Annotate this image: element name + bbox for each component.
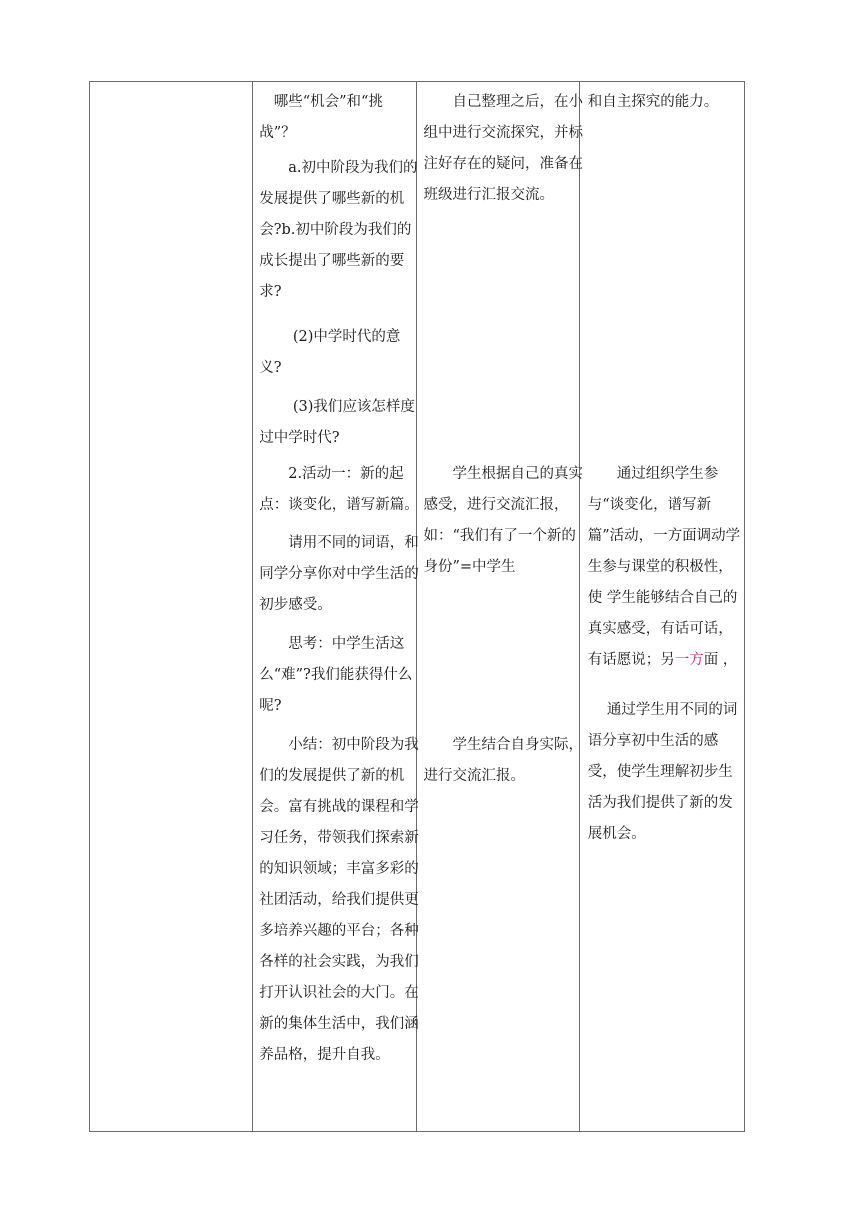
question-opportunities-challenges: 哪些“机会”和“挑战”？	[259, 94, 383, 141]
highlighted-word: 一方	[674, 652, 704, 668]
activity-one-prompt: 请用不同的词语，和同学分享你对中学生活的初步感受。	[259, 535, 419, 613]
empty-cell	[90, 82, 253, 1132]
learning-purpose-text: 通过学生用不同的词语分享初中生活的感受，使学生理解初步生活为我们提供了新的发展机会。	[587, 702, 738, 842]
teacher-activity-cell	[253, 82, 417, 1132]
think-prompt: 思考：中学生活这么“难”?我们能获得什么呢?	[259, 636, 413, 714]
student-exchange-text: 学生结合自身实际，进行交流汇报。	[423, 737, 583, 784]
activity-purpose-main: 通过组织学生参与“谈变化，谱写新篇”活动，一方面调动学生参与课堂的积极性，使 学生能够结合自己的真实感受，有话可话，有话愿说；另	[587, 466, 741, 668]
design-intent-cell	[579, 82, 744, 1132]
student-activity-cell	[417, 82, 583, 1132]
lesson-plan-table	[89, 81, 745, 1132]
table-row	[90, 82, 745, 1132]
activity-one-title: 2.活动一：新的起点：谈变化，谱写新篇。	[259, 466, 419, 513]
question-3: (3)我们应该怎样度过中学时代?	[259, 399, 415, 446]
question-2: (2)中学时代的意义?	[259, 329, 401, 376]
summary-text: 小结：初中阶段为我们的发展提供了新的机会。富有挑战的课程和学习任务，带领我们探索新的知识领域；丰富多彩的社团活动，给我们提供更多培养兴趣的平台；各种各样的社会实践，为我们打开认识社会的大门。在新的集体生活中，我们涵养品格，提升自我。	[259, 737, 419, 1063]
activity-purpose-text	[588, 459, 746, 676]
question-ab: a.初中阶段为我们的发展提供了哪些新的机会?b.初中阶段为我们的成长提出了哪些新的要求?	[259, 160, 418, 300]
student-report-text: 学生根据自己的真实感受，进行交流汇报，如：“我们有了一个新的身份”=中学生	[423, 466, 583, 575]
ability-text: 和自主探究的能力。	[587, 94, 719, 110]
group-discussion-text: 自己整理之后，在小组中进行交流探究，并标注好存在的疑问，准备在班级进行汇报交流。	[423, 94, 583, 203]
activity-purpose-end: 面 ，	[703, 652, 738, 668]
